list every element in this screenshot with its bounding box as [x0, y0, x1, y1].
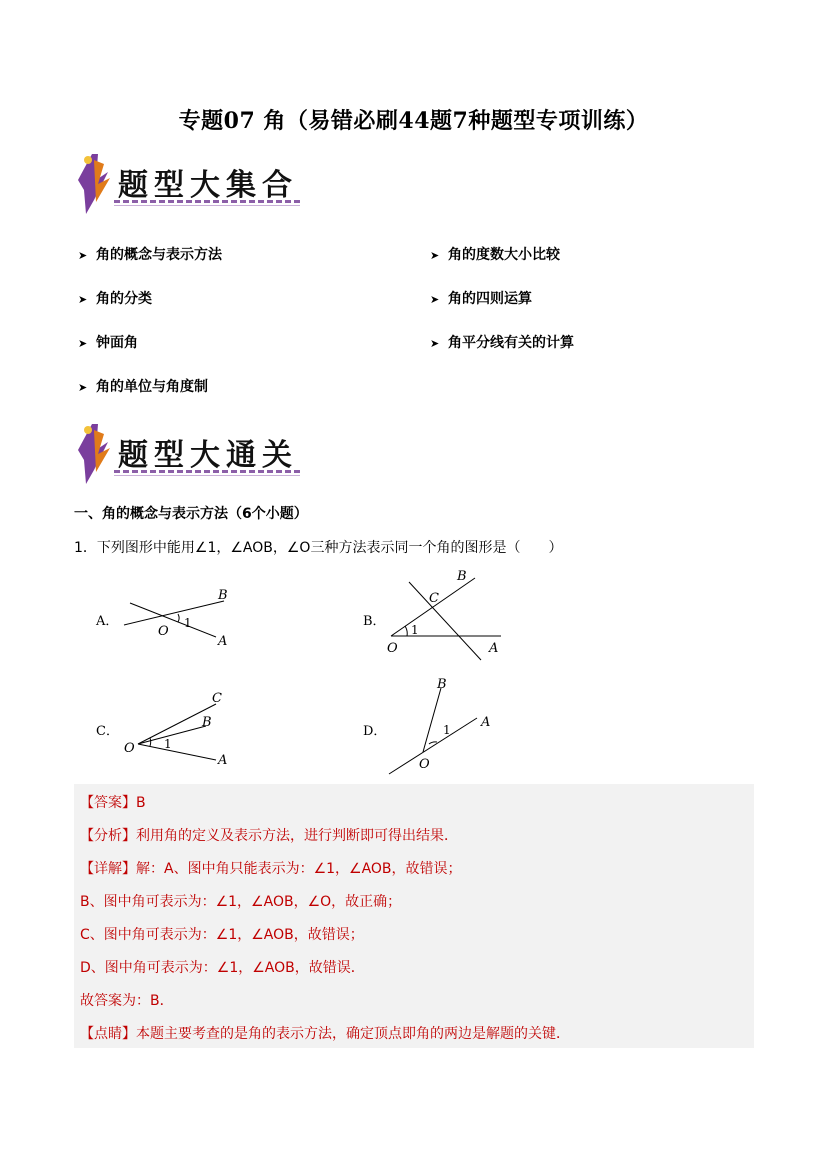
question-text: 1．下列图形中能用∠1，∠AOB，∠O三种方法表示同一个角的图形是（ ）	[74, 540, 563, 556]
topic-item: ➤ 钟面角	[78, 335, 138, 351]
svg-text:C: C	[429, 591, 439, 606]
section-heading: 一、角的概念与表示方法（6个小题）	[74, 506, 308, 522]
comment-line: 【点睛】本题主要考查的是角的表示方法，确定顶点即角的两边是解题的关键．	[80, 1026, 570, 1042]
option-b-label: B．	[363, 614, 386, 629]
detail-line: 【详解】解：A、图中角只能表示为：∠1，∠AOB，故错误；	[80, 861, 462, 877]
svg-text:B: B	[457, 569, 467, 584]
topic-item: ➤ 角的四则运算	[430, 291, 532, 307]
banner-divider-shadow	[114, 475, 300, 476]
svg-text:B: B	[202, 715, 212, 730]
detail-d-line: D、图中角可表示为：∠1，∠AOB，故错误．	[80, 960, 365, 976]
arrow-bullet-icon: ➤	[430, 293, 440, 306]
banner-practice	[74, 420, 306, 488]
topic-item: ➤ 角的度数大小比较	[430, 247, 560, 263]
banner-divider-shadow	[114, 205, 300, 206]
svg-text:1: 1	[443, 723, 451, 737]
svg-text:A: A	[481, 715, 491, 730]
banner-logo-icon	[74, 420, 114, 488]
option-a-label: A．	[96, 614, 119, 629]
analysis-line: 【分析】利用角的定义及表示方法，进行判断即可得出结果．	[80, 828, 458, 844]
arrow-bullet-icon: ➤	[430, 337, 440, 350]
svg-text:C: C	[212, 691, 222, 706]
banner-question-types	[74, 150, 306, 218]
svg-text:1: 1	[164, 737, 172, 751]
answer-panel	[74, 784, 754, 1048]
banner-divider	[114, 200, 300, 203]
svg-text:A: A	[218, 634, 228, 649]
banner-title: 题型大通关	[118, 438, 298, 473]
topic-item: ➤ 角的分类	[78, 291, 152, 307]
banner-divider	[114, 470, 300, 473]
final-answer-line: 故答案为：B．	[80, 993, 174, 1009]
figure-d	[385, 676, 500, 776]
option-d-label: D．	[363, 724, 387, 739]
answer-line: 【答案】B	[80, 795, 146, 811]
banner-title: 题型大集合	[118, 168, 298, 203]
svg-text:A: A	[218, 753, 228, 768]
svg-text:O: O	[419, 757, 430, 772]
svg-text:O: O	[387, 641, 398, 656]
svg-text:B: B	[437, 677, 447, 692]
arrow-bullet-icon: ➤	[430, 249, 440, 262]
figure-c	[120, 688, 240, 773]
arrow-bullet-icon: ➤	[78, 293, 88, 306]
svg-text:1: 1	[184, 616, 192, 630]
svg-text:B: B	[218, 588, 228, 603]
arrow-bullet-icon: ➤	[78, 249, 88, 262]
figure-a	[120, 585, 250, 650]
detail-c-line: C、图中角可表示为：∠1，∠AOB，故错误；	[80, 927, 364, 943]
topic-item: ➤ 角的概念与表示方法	[78, 247, 222, 263]
topic-item: ➤ 角平分线有关的计算	[430, 335, 574, 351]
svg-text:O: O	[124, 741, 135, 756]
banner-logo-icon	[74, 150, 114, 218]
topic-item: ➤ 角的单位与角度制	[78, 379, 208, 395]
arrow-bullet-icon: ➤	[78, 337, 88, 350]
document-title: 专题07 角（易错必刷44题7种题型专项训练）	[178, 108, 649, 134]
figure-b	[385, 568, 510, 663]
option-c-label: C．	[96, 724, 119, 739]
arrow-bullet-icon: ➤	[78, 381, 88, 394]
svg-text:A: A	[489, 641, 499, 656]
detail-b-line: B、图中角可表示为：∠1，∠AOB，∠O，故正确；	[80, 894, 402, 910]
svg-text:1: 1	[411, 623, 419, 637]
svg-text:O: O	[158, 624, 169, 639]
